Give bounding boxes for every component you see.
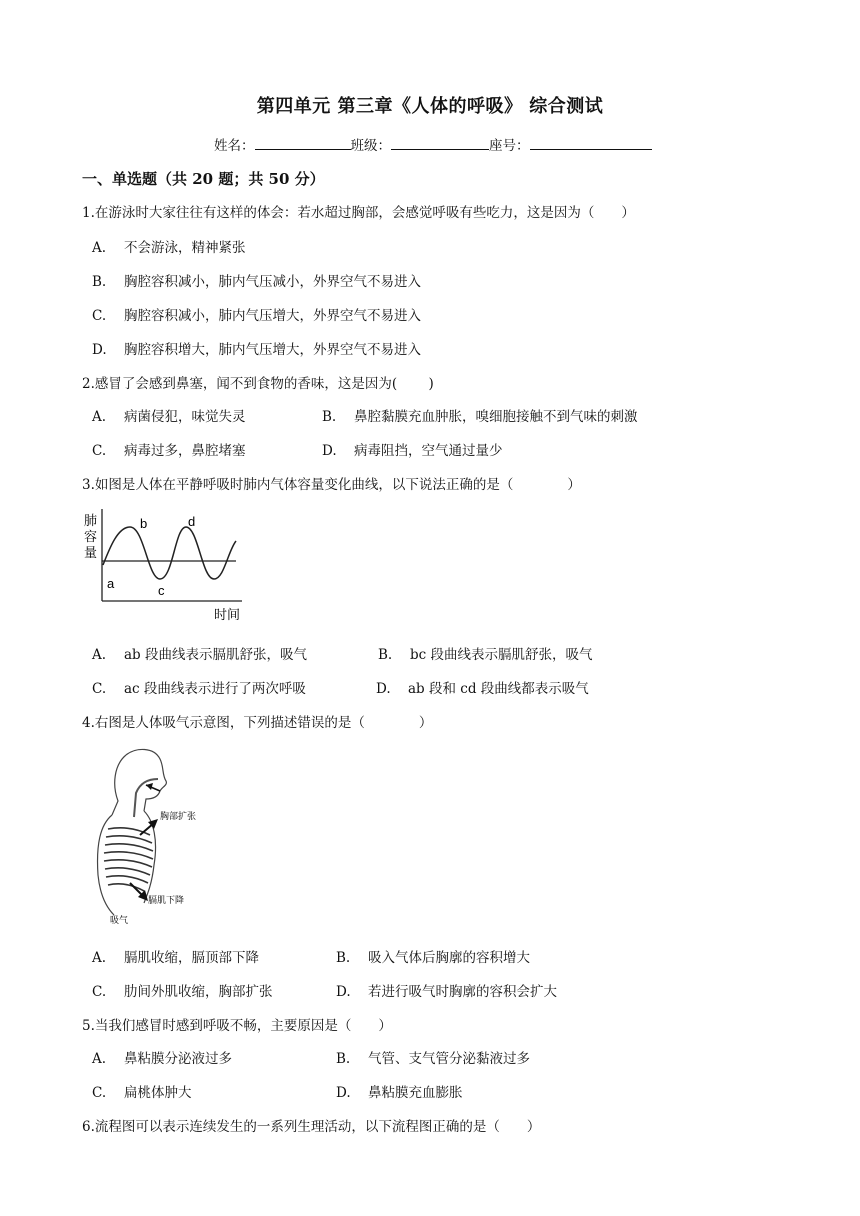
option-text: 吸入气体后胸廓的容积增大 xyxy=(368,950,530,966)
question-2-option-a xyxy=(92,405,246,425)
option-text: ac 段曲线表示进行了两次呼吸 xyxy=(124,681,306,697)
question-1-option-b xyxy=(92,270,421,290)
question-5-stem: 5.当我们感冒时感到呼吸不畅，主要原因是（ ） xyxy=(82,1018,392,1034)
option-letter: A. xyxy=(92,950,107,966)
option-text: 胸腔容积增大，肺内气压增大，外界空气不易进入 xyxy=(124,342,421,358)
question-5-option-d xyxy=(336,1081,463,1101)
class-blank xyxy=(391,137,489,150)
class-label: 班级： xyxy=(350,138,391,154)
name-label: 姓名： xyxy=(214,138,255,154)
inhale-label: 吸气 xyxy=(110,915,129,925)
option-letter: A. xyxy=(92,647,107,663)
question-3-option-b xyxy=(378,643,593,663)
question-2-option-b xyxy=(322,405,638,425)
option-letter: A. xyxy=(92,240,107,256)
inhalation-diagram-figure xyxy=(88,745,218,930)
option-letter: D. xyxy=(376,681,391,697)
section-heading: 一、单选题（共 20 题；共 50 分） xyxy=(82,170,325,188)
question-6-stem: 6.流程图可以表示连续发生的一系列生理活动，以下流程图正确的是（ ） xyxy=(82,1119,541,1135)
question-2-stem: 2.感冒了会感到鼻塞，闻不到食物的香味，这是因为( ) xyxy=(82,376,434,392)
question-5-option-b xyxy=(336,1047,530,1067)
option-letter: B. xyxy=(336,950,351,966)
option-letter: B. xyxy=(322,409,337,425)
option-text: 肋间外肌收缩，胸部扩张 xyxy=(124,984,273,1000)
question-4-stem: 4.右图是人体吸气示意图，下列描述错误的是（ ） xyxy=(82,715,433,731)
name-blank xyxy=(255,137,351,150)
question-1-option-a xyxy=(92,236,246,256)
option-text: 气管、支气管分泌黏液过多 xyxy=(368,1051,530,1067)
student-info-line xyxy=(214,134,652,154)
option-letter: D. xyxy=(336,984,351,1000)
option-letter: C. xyxy=(92,681,107,697)
question-1-stem: 1.在游泳时大家往往有这样的体会：若水超过胸部，会感觉呼吸有些吃力，这是因为（ ） xyxy=(82,205,635,221)
option-letter: A. xyxy=(92,1051,107,1067)
option-text: 扁桃体肿大 xyxy=(124,1085,192,1101)
diaphragm-down-label: 膈肌下降 xyxy=(148,895,185,905)
y-axis-label-char-2: 容 xyxy=(84,529,98,544)
head-outline xyxy=(126,749,166,811)
question-1-option-c xyxy=(92,304,421,324)
option-letter: D. xyxy=(322,443,337,459)
option-letter: C. xyxy=(92,1085,107,1101)
question-1-option-d xyxy=(92,338,421,358)
point-label-b: b xyxy=(140,516,148,531)
page-title: 第四单元 第三章《人体的呼吸》 综合测试 xyxy=(256,96,604,117)
seat-label: 座号： xyxy=(489,138,530,154)
back-outline xyxy=(98,815,114,915)
option-text: 病毒阻挡，空气通过量少 xyxy=(354,443,503,459)
option-letter: D. xyxy=(92,342,107,358)
option-text: ab 段曲线表示膈肌舒张，吸气 xyxy=(124,647,307,663)
question-3-option-a xyxy=(92,643,307,663)
option-text: ab 段和 cd 段曲线都表示吸气 xyxy=(408,681,589,697)
question-3-stem: 3.如图是人体在平静呼吸时肺内气体容量变化曲线，以下说法正确的是（ ） xyxy=(82,477,581,493)
question-4-option-c xyxy=(92,980,273,1000)
point-label-a: a xyxy=(107,576,115,591)
question-3-option-c xyxy=(92,677,306,697)
option-letter: D. xyxy=(336,1085,351,1101)
option-text: 若进行吸气时胸廓的容积会扩大 xyxy=(368,984,557,1000)
air-in-arrowhead-icon xyxy=(146,783,153,790)
option-letter: B. xyxy=(378,647,393,663)
question-4-option-b xyxy=(336,946,530,966)
option-letter: C. xyxy=(92,984,107,1000)
option-text: bc 段曲线表示膈肌舒张，吸气 xyxy=(410,647,593,663)
seat-blank xyxy=(530,137,652,150)
option-letter: B. xyxy=(336,1051,351,1067)
option-letter: C. xyxy=(92,443,107,459)
option-text: 鼻腔黏膜充血肿胀，嗅细胞接触不到气味的刺激 xyxy=(354,409,638,425)
y-axis-label-char-3: 量 xyxy=(84,545,98,560)
chest-expand-label: 胸部扩张 xyxy=(160,811,197,821)
lung-volume-curve-figure xyxy=(80,505,250,630)
question-5-option-a xyxy=(92,1047,232,1067)
option-letter: C. xyxy=(92,308,107,324)
option-text: 病毒过多，鼻腔堵塞 xyxy=(124,443,246,459)
option-text: 胸腔容积减小，肺内气压减小，外界空气不易进入 xyxy=(124,274,421,290)
x-axis-label: 时间 xyxy=(214,607,241,622)
question-4-option-a xyxy=(92,946,259,966)
option-letter: A. xyxy=(92,409,107,425)
y-axis-label-char-1: 肺 xyxy=(84,513,98,528)
option-text: 鼻粘膜充血膨胀 xyxy=(368,1085,463,1101)
rib-cage-icon xyxy=(104,828,153,891)
point-label-c: c xyxy=(158,583,165,598)
option-text: 不会游泳，精神紧张 xyxy=(124,240,246,256)
question-4-option-d xyxy=(336,980,557,1000)
question-2-option-c xyxy=(92,439,246,459)
option-text: 膈肌收缩，膈顶部下降 xyxy=(124,950,259,966)
back-of-head-outline xyxy=(112,755,126,815)
question-5-option-c xyxy=(92,1081,192,1101)
option-letter: B. xyxy=(92,274,107,290)
option-text: 鼻粘膜分泌液过多 xyxy=(124,1051,232,1067)
question-2-option-d xyxy=(322,439,503,459)
point-label-d: d xyxy=(188,514,196,529)
volume-curve xyxy=(103,527,236,579)
option-text: 病菌侵犯，味觉失灵 xyxy=(124,409,246,425)
question-3-option-d xyxy=(376,677,589,697)
option-text: 胸腔容积减小，肺内气压增大，外界空气不易进入 xyxy=(124,308,421,324)
